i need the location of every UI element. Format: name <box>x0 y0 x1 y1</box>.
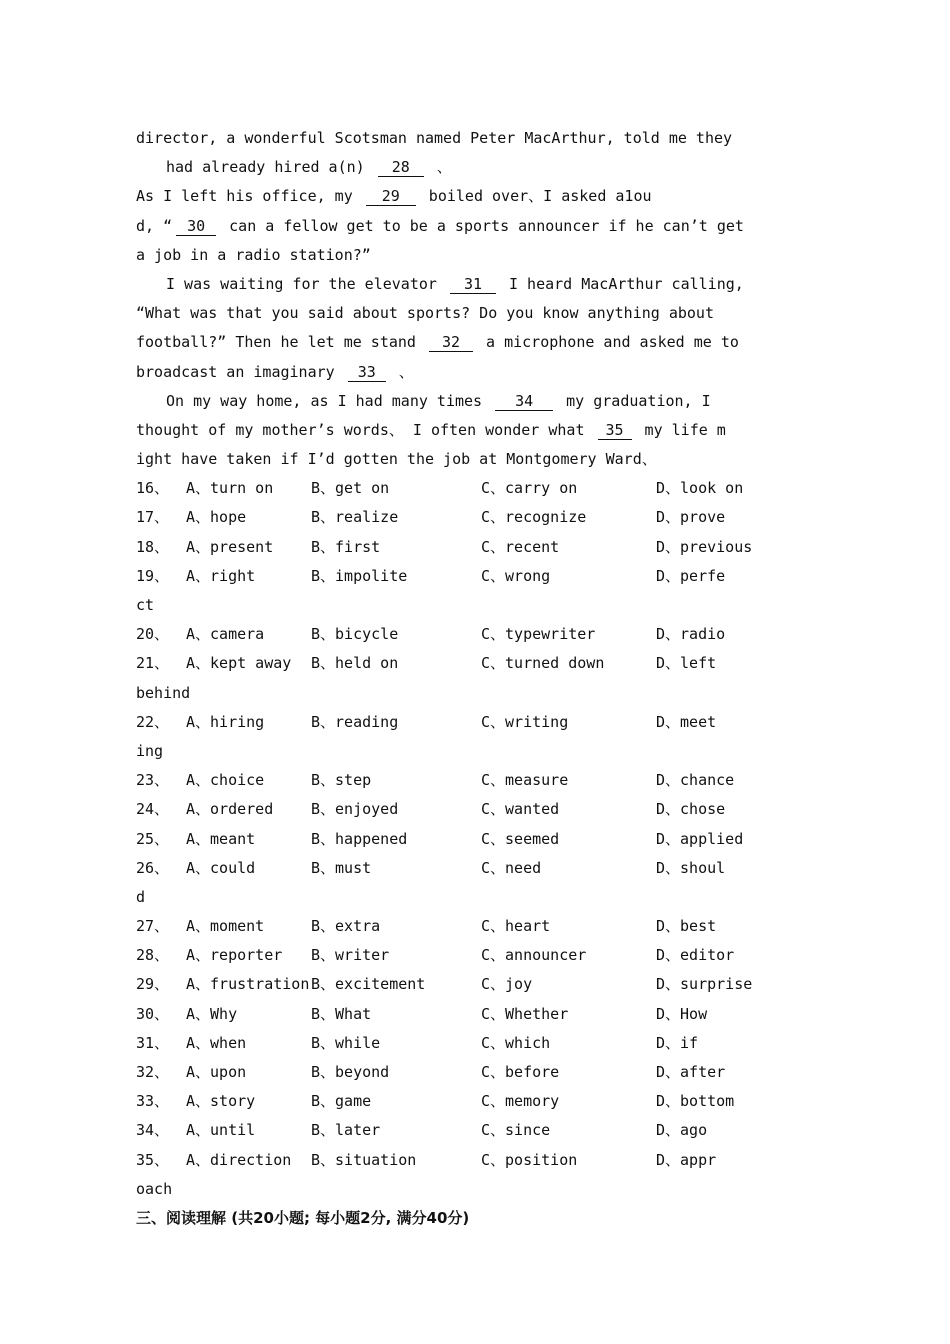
option-c: C、memory <box>481 1092 560 1111</box>
passage-text: thought of my mother’s words、 I often wonder what <box>136 420 594 439</box>
option-d: D、chance <box>656 771 735 790</box>
passage-line <box>136 241 816 270</box>
option-d: D、bottom <box>656 1092 735 1111</box>
option-wrap-text: oach <box>136 1179 173 1198</box>
question-number: 32、 <box>136 1063 170 1081</box>
option-a: A、direction <box>186 1150 292 1169</box>
question-number: 28、 <box>136 946 170 965</box>
question-row <box>136 854 816 883</box>
passage-text: had already hired a(n) <box>166 158 374 177</box>
passage-text: I was waiting for the elevator <box>166 274 446 293</box>
passage-text: football?” Then he let me stand <box>136 333 425 352</box>
option-d: D、after <box>656 1063 726 1081</box>
passage-text: 、 <box>427 158 452 177</box>
option-c: C、seemed <box>481 829 560 848</box>
option-c: C、typewriter <box>481 625 596 644</box>
option-a: A、present <box>186 537 274 556</box>
option-a: A、choice <box>186 771 265 790</box>
question-number: 21、 <box>136 654 170 673</box>
question-number: 23、 <box>136 771 170 790</box>
question-row <box>136 825 816 854</box>
option-a: A、camera <box>186 625 265 644</box>
question-row <box>136 795 816 824</box>
question-row <box>136 1058 816 1087</box>
question-number: 30、 <box>136 1004 170 1023</box>
cloze-blank-number: 33 <box>348 364 386 382</box>
question-row <box>136 620 816 649</box>
option-a: A、Why <box>186 1004 238 1023</box>
question-row <box>136 1000 816 1029</box>
cloze-blank-number: 30 <box>176 218 216 236</box>
question-number: 17、 <box>136 508 170 527</box>
option-b: B、first <box>311 537 381 556</box>
cloze-question-list <box>136 474 816 1204</box>
cloze-blank-number: 29 <box>366 188 416 206</box>
option-b: B、held on <box>311 654 399 673</box>
option-a: A、turn on <box>186 479 274 498</box>
passage-text: broadcast an imaginary <box>136 362 344 381</box>
passage-text: my graduation, I <box>557 391 711 410</box>
option-d: D、applied <box>656 829 744 848</box>
question-row <box>136 766 816 795</box>
option-c: C、Whether <box>481 1004 569 1023</box>
question-number: 34、 <box>136 1121 170 1140</box>
question-row <box>136 533 816 562</box>
option-c: C、recent <box>481 537 560 556</box>
option-a: A、ordered <box>186 800 274 819</box>
passage-text: I heard MacArthur calling, <box>499 274 744 293</box>
passage-text: As I left his office, my <box>136 187 362 206</box>
option-wrap-text: ing <box>136 741 164 760</box>
passage-text: a job in a radio station?” <box>136 245 371 264</box>
option-b: B、bicycle <box>311 625 399 644</box>
question-number: 27、 <box>136 917 170 936</box>
question-number: 19、 <box>136 566 170 585</box>
question-row <box>136 1029 816 1058</box>
passage-text: d, “ <box>136 216 173 235</box>
option-a: A、when <box>186 1033 247 1052</box>
passage-line <box>136 328 816 357</box>
question-row <box>136 562 816 591</box>
cloze-blank-number: 32 <box>429 334 473 352</box>
passage-text: ight have taken if I’d gotten the job at Montgomery Ward、 <box>136 450 657 469</box>
option-d: D、chose <box>656 800 726 819</box>
question-row <box>136 912 816 941</box>
passage-line <box>136 153 816 182</box>
passage-text: 、 <box>389 362 414 381</box>
option-a: A、hope <box>186 508 247 527</box>
option-c: C、carry on <box>481 479 578 498</box>
cloze-passage <box>136 124 816 474</box>
question-number: 22、 <box>136 712 170 731</box>
question-row <box>136 941 816 970</box>
option-wrap-text: behind <box>136 683 191 702</box>
question-row <box>136 474 816 503</box>
passage-text: director, a wonderful Scotsman named Peter MacArthur, told me they <box>136 129 733 147</box>
question-row <box>136 1116 816 1145</box>
passage-line <box>136 124 816 153</box>
option-c: C、which <box>481 1033 551 1052</box>
option-d: D、prove <box>656 508 726 527</box>
option-a: A、right <box>186 566 256 585</box>
question-number: 33、 <box>136 1092 170 1111</box>
option-b: B、What <box>311 1004 372 1023</box>
question-number: 16、 <box>136 479 170 498</box>
question-row <box>136 1087 816 1116</box>
option-d: D、How <box>656 1004 708 1023</box>
option-a: A、could <box>186 858 256 877</box>
option-c: C、wanted <box>481 800 560 819</box>
option-a: A、upon <box>186 1063 247 1081</box>
option-b: B、writer <box>311 946 390 965</box>
option-a: A、until <box>186 1121 256 1140</box>
question-row <box>136 503 816 532</box>
option-c: C、need <box>481 858 542 877</box>
question-row <box>136 1146 816 1175</box>
passage-line <box>136 299 816 328</box>
option-d: D、surprise <box>656 975 753 994</box>
option-d: D、perfe <box>656 566 726 585</box>
question-number: 25、 <box>136 829 170 848</box>
passage-text: “What was that you said about sports? Do you know anything about <box>136 304 714 323</box>
option-a: A、reporter <box>186 946 283 965</box>
question-number: 26、 <box>136 858 170 877</box>
passage-line <box>136 212 816 241</box>
document-page <box>136 124 816 1233</box>
passage-line <box>136 358 816 387</box>
option-c: C、measure <box>481 771 569 790</box>
option-b: B、enjoyed <box>311 800 399 819</box>
option-c: C、recognize <box>481 508 587 527</box>
passage-line <box>136 182 816 211</box>
question-number: 18、 <box>136 537 170 556</box>
question-row <box>136 708 816 737</box>
option-c: C、position <box>481 1150 578 1169</box>
option-d: D、best <box>656 917 717 936</box>
option-b: B、situation <box>311 1150 417 1169</box>
option-b: B、reading <box>311 712 399 731</box>
question-number: 29、 <box>136 975 170 994</box>
option-d: D、look on <box>656 479 744 498</box>
option-b: B、excitement <box>311 975 426 994</box>
question-number: 24、 <box>136 800 170 819</box>
option-b: B、later <box>311 1121 381 1140</box>
passage-text: my life m <box>635 420 726 439</box>
option-d: D、ago <box>656 1121 708 1140</box>
passage-line <box>136 445 816 474</box>
question-number: 35、 <box>136 1150 170 1169</box>
option-b: B、game <box>311 1092 372 1111</box>
option-d: D、editor <box>656 946 735 965</box>
passage-line <box>136 270 816 299</box>
question-number: 20、 <box>136 625 170 644</box>
passage-text: a microphone and asked me to <box>476 333 739 352</box>
option-d: D、meet <box>656 712 717 731</box>
option-a: A、meant <box>186 829 256 848</box>
passage-line <box>136 387 816 416</box>
option-d: D、appr <box>656 1150 717 1169</box>
option-d: D、radio <box>656 625 726 644</box>
cloze-blank-number: 35 <box>598 422 632 440</box>
option-b: B、step <box>311 771 372 790</box>
option-c: C、turned down <box>481 654 605 673</box>
option-a: A、hiring <box>186 712 265 731</box>
option-c: C、joy <box>481 975 533 994</box>
option-a: A、moment <box>186 917 265 936</box>
option-wrap-text: ct <box>136 596 155 614</box>
option-c: C、writing <box>481 712 569 731</box>
option-d: D、left <box>656 654 717 673</box>
question-row <box>136 649 816 678</box>
question-number: 31、 <box>136 1033 170 1052</box>
option-b: B、happened <box>311 829 408 848</box>
option-c: C、before <box>481 1063 560 1081</box>
option-b: B、extra <box>311 917 381 936</box>
cloze-blank-number: 28 <box>378 159 424 177</box>
cloze-blank-number: 31 <box>450 276 496 294</box>
option-wrap-text: d <box>136 887 146 906</box>
cloze-blank-number: 34 <box>495 393 553 411</box>
option-c: C、heart <box>481 917 551 936</box>
option-d: D、if <box>656 1033 699 1052</box>
option-d: D、previous <box>656 537 753 556</box>
option-b: B、realize <box>311 508 399 527</box>
option-b: B、get on <box>311 479 390 498</box>
passage-text: can a fellow get to be a sports announcer if he can’t get <box>220 216 744 235</box>
option-a: A、story <box>186 1092 256 1111</box>
option-b: B、must <box>311 858 372 877</box>
option-c: C、since <box>481 1121 551 1140</box>
passage-line <box>136 416 816 445</box>
option-a: A、kept away <box>186 654 292 673</box>
question-row <box>136 970 816 999</box>
option-c: C、wrong <box>481 566 551 585</box>
option-d: D、shoul <box>656 858 726 877</box>
option-b: B、impolite <box>311 566 408 585</box>
section-heading: 三、阅读理解 (共20小题; 每小题2分, 满分40分) <box>136 1208 470 1227</box>
option-a: A、frustration <box>186 975 310 994</box>
option-b: B、beyond <box>311 1063 390 1081</box>
option-c: C、announcer <box>481 946 587 965</box>
option-b: B、while <box>311 1033 381 1052</box>
passage-text: On my way home, as I had many times <box>166 391 492 410</box>
passage-text: boiled over、I asked a1ou <box>419 187 652 206</box>
